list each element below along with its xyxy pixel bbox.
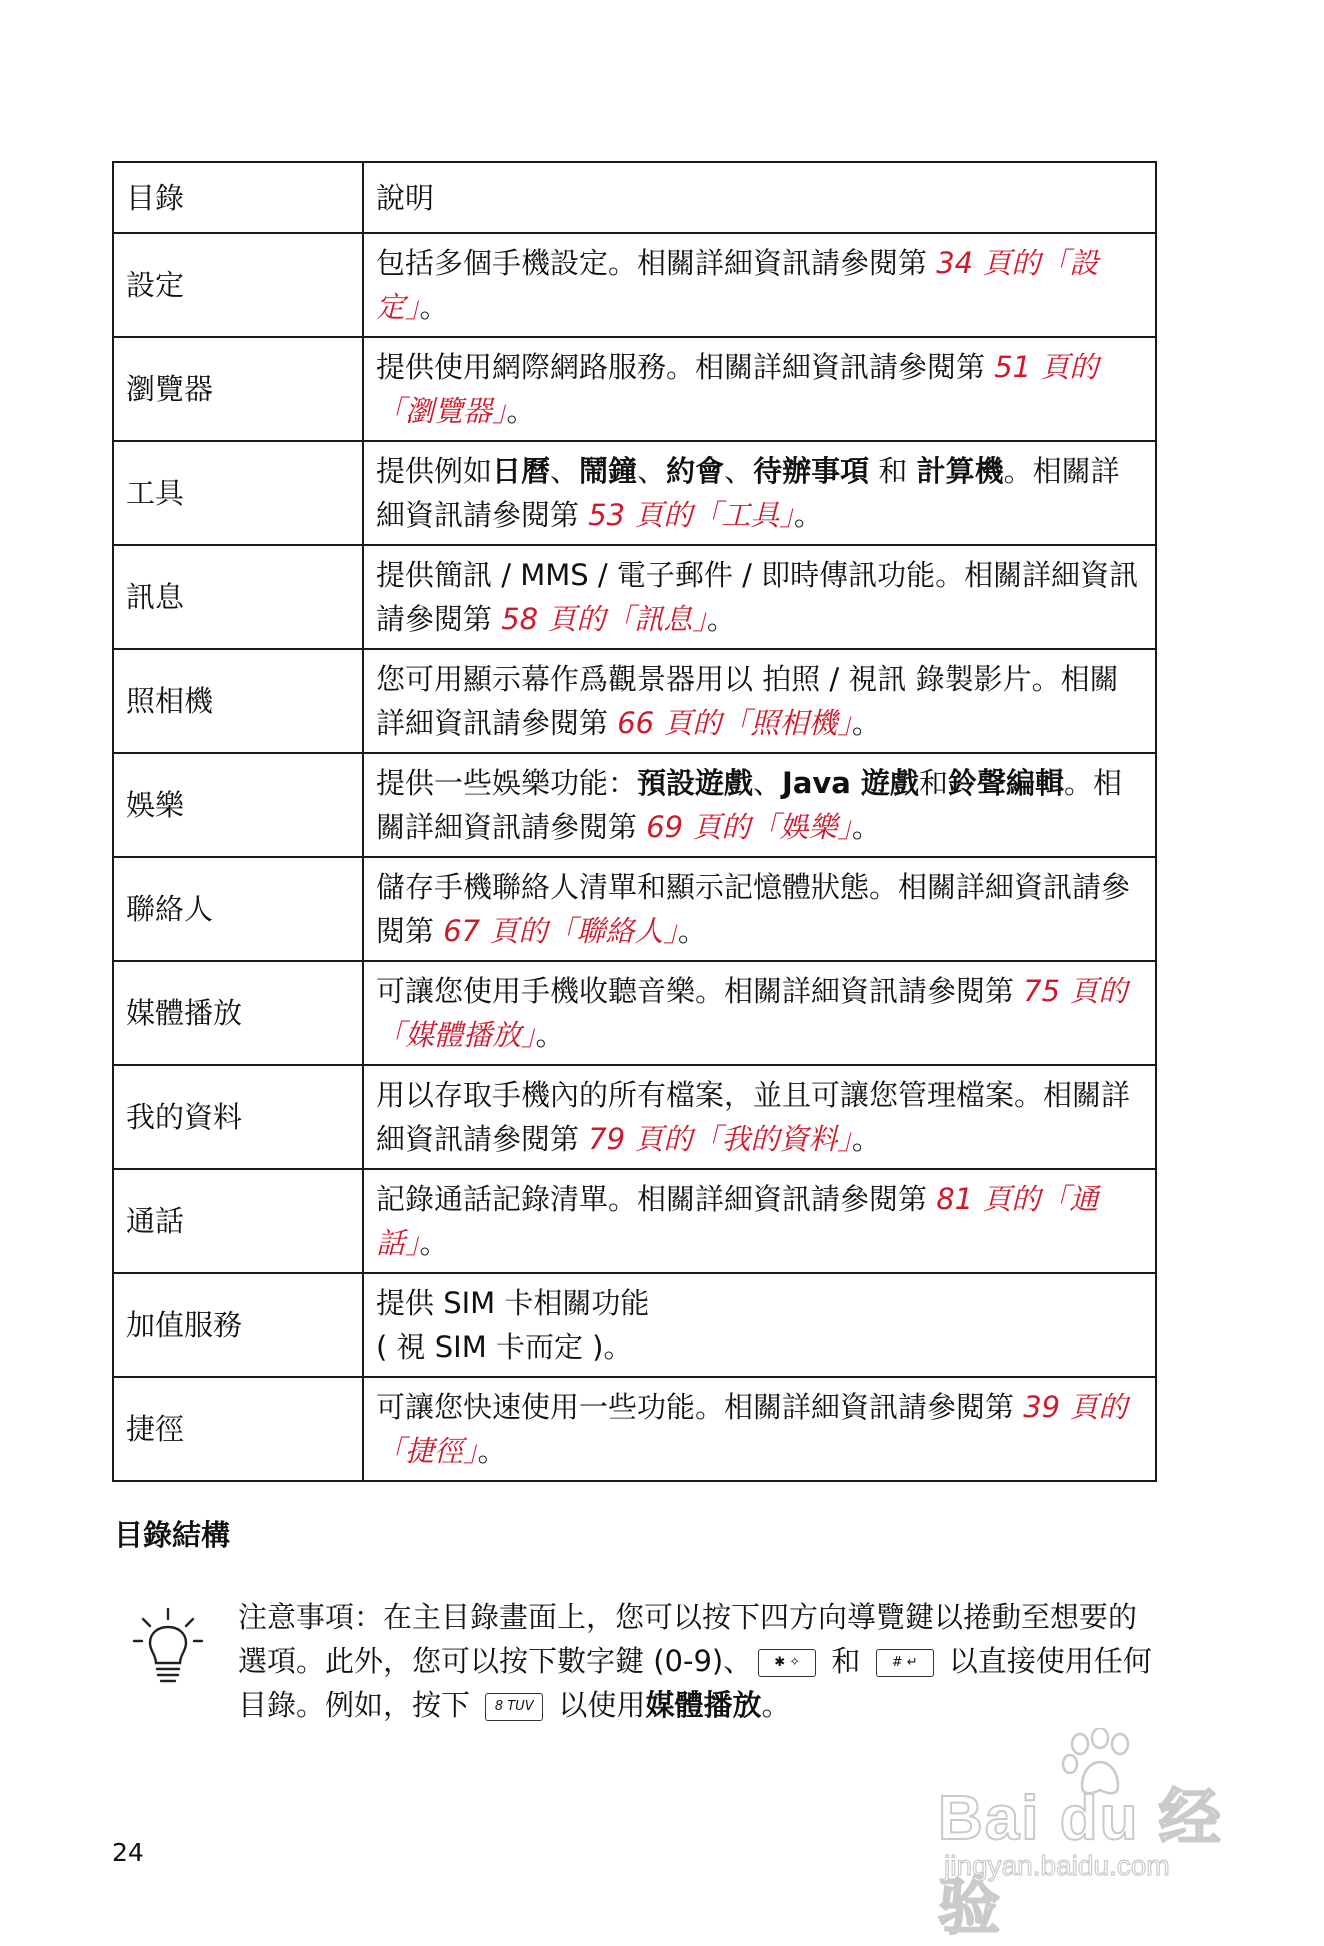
description-text: 和: [869, 454, 917, 488]
table-row: [113, 337, 1156, 441]
menu-name: 瀏覽器: [113, 337, 363, 441]
menu-name: 媒體播放: [113, 961, 363, 1065]
watermark: [938, 1728, 1258, 1942]
table-row: [113, 1273, 1156, 1377]
table-row: [113, 545, 1156, 649]
menu-name: 工具: [113, 441, 363, 545]
menu-description: [363, 545, 1156, 649]
header-description: 說明: [363, 162, 1156, 233]
menu-name: 我的資料: [113, 1065, 363, 1169]
description-text: 包括多個手機設定。相關詳細資訊請參閱第: [376, 246, 937, 280]
hash-key-icon: # ↵: [876, 1649, 934, 1677]
description-text: ( 視 SIM 卡而定 )。: [376, 1330, 633, 1364]
description-text: 。: [851, 706, 881, 740]
description-text: 。: [851, 1122, 881, 1156]
description-text: 可讓您使用手機收聽音樂。相關詳細資訊請參閱第: [376, 974, 1024, 1008]
watermark-url: jingyan.baidu.com: [944, 1850, 1170, 1881]
menu-description: [363, 1377, 1156, 1481]
description-text: 、: [550, 454, 580, 488]
description-text: 儲存手機聯絡人清單和顯示記憶體狀態。相關詳細資訊請參閱第: [376, 870, 1131, 948]
table-row: [113, 441, 1156, 545]
description-text: 提供 SIM 卡相關功能: [376, 1286, 650, 1320]
bold-term: 約會: [666, 454, 725, 488]
key-8-icon: 8 TUV: [485, 1693, 543, 1721]
menu-name: 通話: [113, 1169, 363, 1273]
menu-description: [363, 1169, 1156, 1273]
table-row: [113, 857, 1156, 961]
description-text: 。: [477, 1434, 507, 1468]
description-text: 提供簡訊 / MMS / 電子郵件 / 即時傳訊功能。相關詳細資訊請參閱第: [376, 558, 1139, 636]
description-text: 。: [419, 290, 449, 324]
table-row: [113, 961, 1156, 1065]
description-text: 用以存取手機內的所有檔案，並且可讓您管理檔案。相關詳細資訊請參閱第: [376, 1078, 1131, 1156]
menu-name: 訊息: [113, 545, 363, 649]
table-row: [113, 233, 1156, 337]
menu-description: [363, 441, 1156, 545]
description-text: 可讓您快速使用一些功能。相關詳細資訊請參閱第: [376, 1390, 1024, 1424]
note-text-1: 注意事項：在主目錄畫面上，您可以按下四方向導覽鍵以捲動至想要的選項。此外，您可以按下數字鍵 (0-9)、: [238, 1600, 1138, 1678]
bold-term: Java 遊戲: [782, 766, 919, 800]
menu-description: [363, 337, 1156, 441]
bold-term: 預設遊戲: [637, 766, 754, 800]
table-row: [113, 649, 1156, 753]
description-text: 記錄通話記錄清單。相關詳細資訊請參閱第: [376, 1182, 937, 1216]
note-text-5: 。: [761, 1688, 791, 1722]
description-text: 提供例如: [376, 454, 493, 488]
description-text: 。: [851, 810, 881, 844]
bold-term: 鈴聲編輯: [948, 766, 1065, 800]
lightbulb-icon: [128, 1605, 208, 1691]
description-text: 、: [724, 454, 754, 488]
menu-description: [363, 649, 1156, 753]
star-key-icon: ✱ ✧: [758, 1649, 816, 1677]
menu-description: [363, 1273, 1156, 1377]
description-text: 。: [419, 1226, 449, 1260]
note-text: [238, 1595, 1158, 1727]
page-reference: 53 頁的「工具」: [588, 498, 794, 532]
description-text: 。: [793, 498, 823, 532]
note-text-2: 和: [822, 1644, 870, 1678]
table-row: [113, 1065, 1156, 1169]
table-row: [113, 753, 1156, 857]
description-text: 。: [706, 602, 736, 636]
description-text: 提供一些娛樂功能：: [376, 766, 638, 800]
page-reference: 58 頁的「訊息」: [501, 602, 707, 636]
page-reference: 69 頁的「娛樂」: [646, 810, 852, 844]
description-text: 。相關詳細資訊請參閱第: [376, 454, 1120, 532]
menu-name: 照相機: [113, 649, 363, 753]
table-header-row: [113, 162, 1156, 233]
page-reference: 75 頁的「媒體播放」: [376, 974, 1128, 1052]
description-text: 。相關詳細資訊請參閱第: [376, 766, 1123, 844]
menu-description: [363, 961, 1156, 1065]
note-text-4: 以使用: [549, 1688, 646, 1722]
section-title: 目錄結構: [114, 1518, 231, 1552]
bold-term: 待辦事項: [753, 454, 870, 488]
description-text: 。: [677, 914, 707, 948]
description-text: 、: [637, 454, 667, 488]
watermark-brand: Bai du 经验: [938, 1784, 1223, 1942]
menu-name: 聯絡人: [113, 857, 363, 961]
menu-description: [363, 753, 1156, 857]
description-text: 和: [918, 766, 948, 800]
description-text: 。: [535, 1018, 565, 1052]
page-reference: 79 頁的「我的資料」: [588, 1122, 852, 1156]
bold-term: 計算機: [916, 454, 1004, 488]
bold-term: 鬧鐘: [579, 454, 638, 488]
menu-description: [363, 233, 1156, 337]
description-text: 您可用顯示幕作爲觀景器用以 拍照 / 視訊 錄製影片。相關詳細資訊請參閱第: [376, 662, 1119, 740]
page-reference: 81 頁的「通話」: [376, 1182, 1099, 1260]
bold-term: 日曆: [492, 454, 551, 488]
table-row: [113, 1169, 1156, 1273]
page-reference: 67 頁的「聯絡人」: [443, 914, 678, 948]
table-row: [113, 1377, 1156, 1481]
page-number: 24: [112, 1838, 144, 1867]
menu-name: 娛樂: [113, 753, 363, 857]
menu-description: [363, 1065, 1156, 1169]
menu-name: 捷徑: [113, 1377, 363, 1481]
description-text: 提供使用網際網路服務。相關詳細資訊請參閱第: [376, 350, 995, 384]
page-reference: 39 頁的「捷徑」: [376, 1390, 1128, 1468]
page-reference: 51 頁的「瀏覽器」: [376, 350, 1099, 428]
description-text: 。: [506, 394, 536, 428]
menu-table: [112, 161, 1157, 1482]
menu-table-body: [113, 162, 1156, 1481]
header-menu: 目錄: [113, 162, 363, 233]
note-text-bold: 媒體播放: [645, 1688, 762, 1722]
menu-name: 設定: [113, 233, 363, 337]
note-text-3: 以直接使用任何目錄。例如，按下: [238, 1644, 1152, 1722]
description-text: 、: [753, 766, 783, 800]
menu-name: 加值服務: [113, 1273, 363, 1377]
menu-description: [363, 857, 1156, 961]
page-reference: 34 頁的「設定」: [376, 246, 1099, 324]
page-reference: 66 頁的「照相機」: [617, 706, 852, 740]
